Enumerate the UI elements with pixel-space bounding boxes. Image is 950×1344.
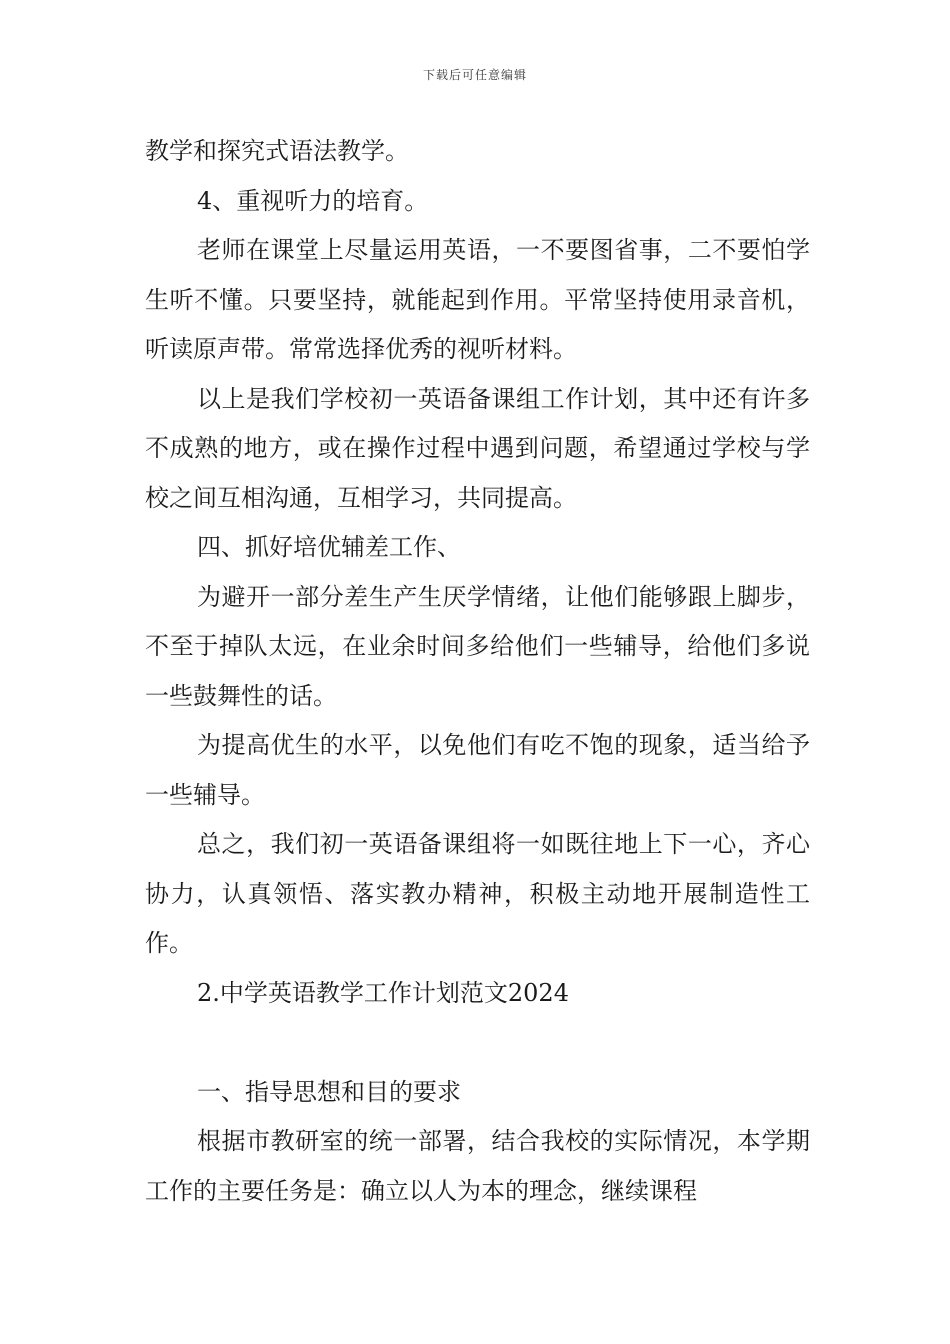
paragraph-1: 教学和探究式语法教学。 bbox=[145, 137, 409, 165]
paragraph-7: 为提高优生的水平，以免他们有吃不饱的现象，适当给予一些辅导。 bbox=[145, 731, 810, 809]
blank-line bbox=[145, 1018, 810, 1068]
section-heading-4: 四、抓好培优辅差工作、 bbox=[197, 533, 461, 561]
page-header-note: 下载后可任意编辑 bbox=[422, 68, 527, 82]
paragraph-11: 根据市教研室的统一部署，结合我校的实际情况，本学期工作的主要任务是：确立以人为本的理念，继续课程 bbox=[145, 1127, 810, 1205]
document-body bbox=[145, 127, 810, 1216]
paragraph-4: 以上是我们学校初一英语备课组工作计划，其中还有许多不成熟的地方，或在操作过程中遇到问题，希望通过学校与学校之间互相沟通，互相学习，共同提高。 bbox=[145, 384, 810, 512]
section-heading-1: 一、指导思想和目的要求 bbox=[197, 1077, 461, 1106]
paragraph-3: 老师在课堂上尽量运用英语，一不要图省事，二不要怕学生听不懂。只要坚持，就能起到作用。平常坚持使用录音机，听读原声带。常常选择优秀的视听材料。 bbox=[145, 236, 810, 363]
paragraph-2: 4、重视听力的培育。 bbox=[197, 186, 429, 215]
paragraph-6: 为避开一部分差生产生厌学情绪，让他们能够跟上脚步，不至于掉队太远，在业余时间多给他们一些辅导，给他们多说一些鼓舞性的话。 bbox=[145, 582, 810, 710]
paragraph-8: 总之，我们初一英语备课组将一如既往地上下一心，齐心协力，认真领悟、落实教办精神，积极主动地开展制造性工作。 bbox=[145, 830, 810, 957]
document-title-2: 2.中学英语教学工作计划范文2024 bbox=[197, 978, 569, 1007]
